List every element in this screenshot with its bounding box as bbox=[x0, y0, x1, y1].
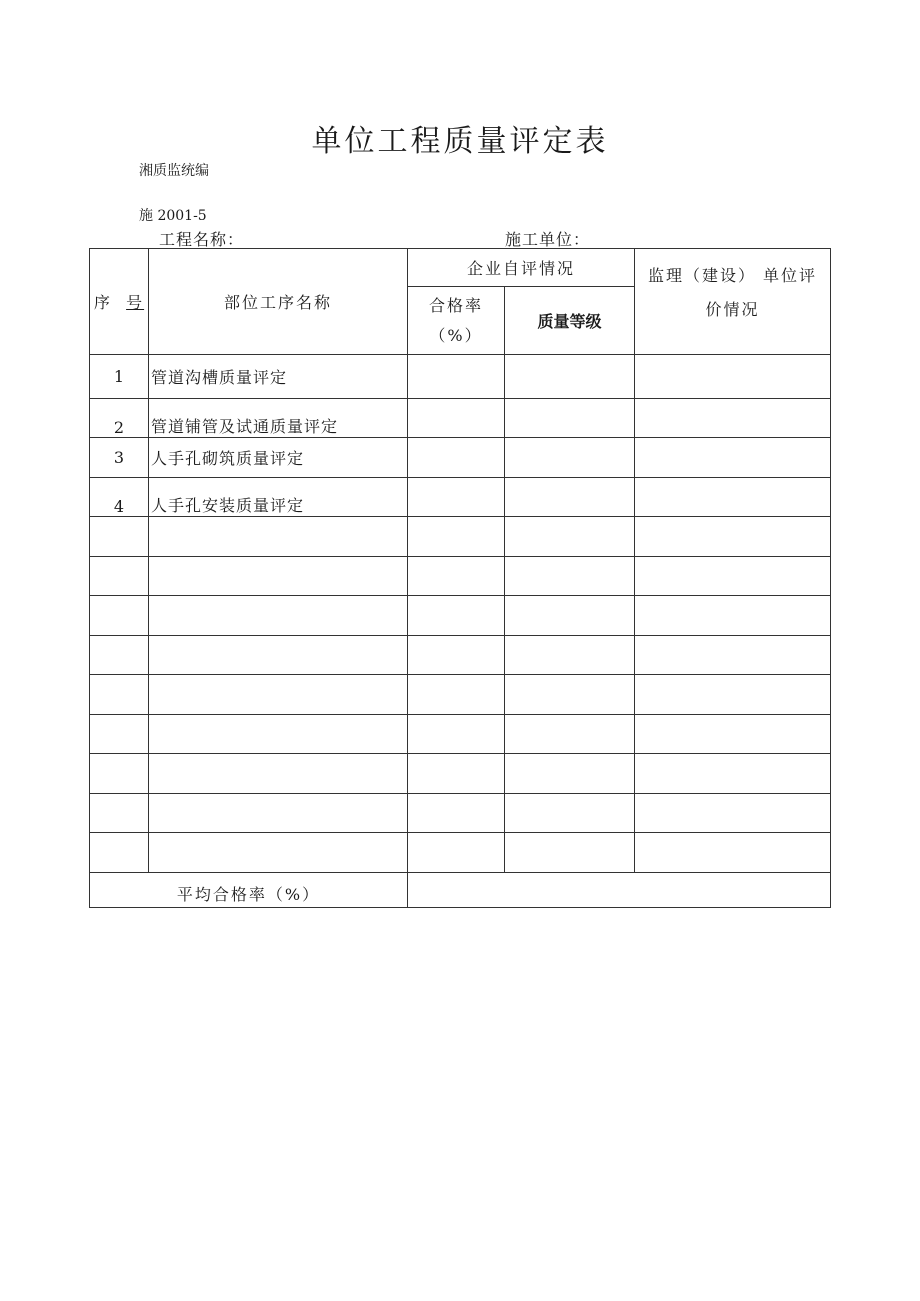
row-number: 3 bbox=[90, 438, 149, 478]
row-part-name: 管道沟槽质量评定 bbox=[149, 355, 408, 399]
quality-grade-cell[interactable] bbox=[505, 754, 635, 794]
table-row bbox=[90, 438, 831, 478]
evaluation-table bbox=[89, 248, 831, 908]
page-title: 单位工程质量评定表 bbox=[311, 124, 609, 159]
row-part-name: 管道铺管及试通质量评定 bbox=[149, 399, 408, 438]
pass-rate-cell[interactable] bbox=[408, 675, 505, 715]
row-part-name bbox=[149, 517, 408, 557]
pass-rate-cell[interactable] bbox=[408, 715, 505, 754]
row-number bbox=[90, 636, 149, 675]
form-code: 施 2001-5 bbox=[139, 208, 207, 224]
pass-rate-cell[interactable] bbox=[408, 355, 505, 399]
pass-rate-cell[interactable] bbox=[408, 833, 505, 873]
table-row bbox=[90, 754, 831, 794]
pass-rate-cell[interactable] bbox=[408, 399, 505, 438]
pass-rate-cell[interactable] bbox=[408, 478, 505, 517]
row-part-name bbox=[149, 794, 408, 833]
supervision-eval-cell[interactable] bbox=[635, 355, 831, 399]
supervision-eval-cell[interactable] bbox=[635, 399, 831, 438]
table-row bbox=[90, 715, 831, 754]
table-row bbox=[90, 355, 831, 399]
row-part-name: 人手孔安装质量评定 bbox=[149, 478, 408, 517]
pass-rate-cell[interactable] bbox=[408, 438, 505, 478]
supervision-header bbox=[635, 249, 831, 355]
pass-rate-cell[interactable] bbox=[408, 794, 505, 833]
row-part-name: 人手孔砌筑质量评定 bbox=[149, 438, 408, 478]
row-number bbox=[90, 596, 149, 636]
supervision-header-line1: 监理（建设） 单位评 bbox=[647, 266, 818, 285]
self-eval-header: 企业自评情况 bbox=[408, 249, 635, 287]
row-part-name bbox=[149, 596, 408, 636]
quality-grade-header: 质量等级 bbox=[505, 287, 635, 355]
row-part-name bbox=[149, 754, 408, 794]
pass-rate-unit: （%） bbox=[429, 325, 483, 345]
table-row bbox=[90, 794, 831, 833]
row-number bbox=[90, 754, 149, 794]
supervision-header-line2: 价情况 bbox=[705, 300, 760, 319]
supervision-eval-cell[interactable] bbox=[635, 596, 831, 636]
pass-rate-cell[interactable] bbox=[408, 754, 505, 794]
part-name-header: 部位工序名称 bbox=[149, 249, 408, 355]
table-row bbox=[90, 478, 831, 517]
supervision-eval-cell[interactable] bbox=[635, 794, 831, 833]
quality-grade-cell[interactable] bbox=[505, 399, 635, 438]
table-row bbox=[90, 557, 831, 596]
row-part-name bbox=[149, 833, 408, 873]
row-part-name bbox=[149, 675, 408, 715]
seq-header bbox=[90, 249, 149, 355]
supervision-eval-cell[interactable] bbox=[635, 833, 831, 873]
table-row bbox=[90, 596, 831, 636]
table-row bbox=[90, 636, 831, 675]
quality-grade-cell[interactable] bbox=[505, 557, 635, 596]
supervision-eval-cell[interactable] bbox=[635, 478, 831, 517]
issuer-text: 湘质监统编 bbox=[139, 163, 209, 179]
row-number bbox=[90, 833, 149, 873]
construction-unit-label: 施工单位： bbox=[505, 230, 591, 249]
table-row bbox=[90, 833, 831, 873]
pass-rate-cell[interactable] bbox=[408, 517, 505, 557]
quality-grade-cell[interactable] bbox=[505, 675, 635, 715]
pass-rate-label: 合格率 bbox=[428, 295, 483, 315]
pass-rate-header bbox=[408, 287, 505, 355]
pass-rate-cell[interactable] bbox=[408, 596, 505, 636]
row-number: 1 bbox=[90, 355, 149, 399]
average-pass-rate-label: 平均合格率（%） bbox=[90, 873, 408, 908]
quality-grade-cell[interactable] bbox=[505, 355, 635, 399]
quality-grade-cell[interactable] bbox=[505, 517, 635, 557]
quality-grade-cell[interactable] bbox=[505, 794, 635, 833]
seq-header-part2: 号 bbox=[126, 293, 145, 312]
quality-grade-cell[interactable] bbox=[505, 636, 635, 675]
seq-header-part1: 序 bbox=[93, 293, 112, 312]
row-number: 4 bbox=[90, 478, 149, 517]
row-part-name bbox=[149, 557, 408, 596]
table-row bbox=[90, 517, 831, 557]
supervision-eval-cell[interactable] bbox=[635, 715, 831, 754]
quality-grade-cell[interactable] bbox=[505, 715, 635, 754]
pass-rate-cell[interactable] bbox=[408, 636, 505, 675]
row-number: 2 bbox=[90, 399, 149, 438]
table-row bbox=[90, 675, 831, 715]
quality-grade-cell[interactable] bbox=[505, 478, 635, 517]
quality-grade-cell[interactable] bbox=[505, 438, 635, 478]
quality-grade-cell[interactable] bbox=[505, 596, 635, 636]
project-name-label: 工程名称： bbox=[159, 230, 245, 249]
row-part-name bbox=[149, 715, 408, 754]
supervision-eval-cell[interactable] bbox=[635, 675, 831, 715]
average-pass-rate-value[interactable] bbox=[408, 873, 831, 908]
row-part-name bbox=[149, 636, 408, 675]
pass-rate-cell[interactable] bbox=[408, 557, 505, 596]
supervision-eval-cell[interactable] bbox=[635, 754, 831, 794]
quality-grade-cell[interactable] bbox=[505, 833, 635, 873]
supervision-eval-cell[interactable] bbox=[635, 517, 831, 557]
supervision-eval-cell[interactable] bbox=[635, 636, 831, 675]
table-row bbox=[90, 399, 831, 438]
row-number bbox=[90, 794, 149, 833]
supervision-eval-cell[interactable] bbox=[635, 557, 831, 596]
row-number bbox=[90, 557, 149, 596]
average-row bbox=[90, 873, 831, 908]
row-number bbox=[90, 517, 149, 557]
supervision-eval-cell[interactable] bbox=[635, 438, 831, 478]
row-number bbox=[90, 715, 149, 754]
row-number bbox=[90, 675, 149, 715]
